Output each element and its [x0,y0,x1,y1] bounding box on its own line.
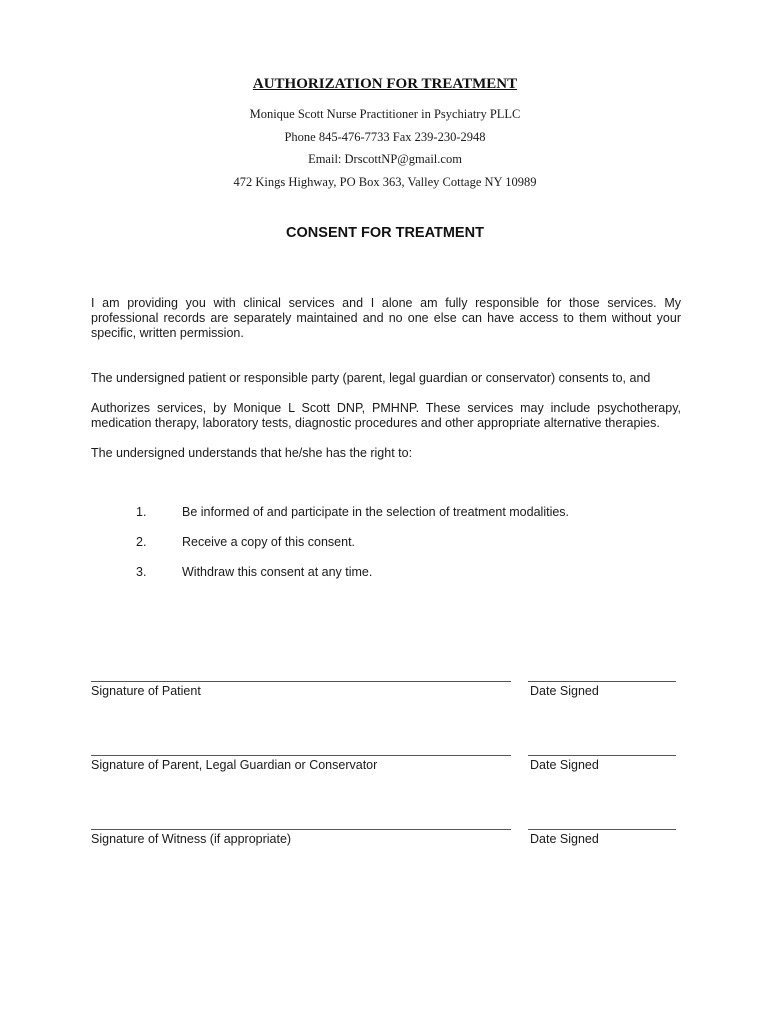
witness-signature-line[interactable] [91,829,511,830]
patient-signature-line[interactable] [91,681,511,682]
address-line: 472 Kings Highway, PO Box 363, Valley Cottage NY 10989 [233,174,537,189]
patient-signature-label: Signature of Patient [91,684,201,698]
list-number: 2. [136,535,147,549]
paragraph-undersigned-consents: The undersigned patient or responsible party (parent, legal guardian or conservator) consents to, and [91,371,651,385]
guardian-signature-line[interactable] [91,755,511,756]
list-number: 3. [136,565,147,579]
list-text: Withdraw this consent at any time. [182,565,373,579]
guardian-signature-label: Signature of Parent, Legal Guardian or Conservator [91,758,378,772]
phone-fax: Phone 845-476-7733 Fax 239-230-2948 [284,129,486,144]
list-text: Receive a copy of this consent. [182,535,356,549]
practice-name: Monique Scott Nurse Practitioner in Psychiatry PLLC [249,107,521,121]
email-line: Email: DrscottNP@gmail.com [308,152,462,166]
paragraph-services: I am providing you with clinical services and I alone am fully responsible for those services. My professional records are separately maintained and no one else can have access to them without your specific, written permission. [91,296,681,340]
patient-date-line[interactable] [528,681,676,682]
paragraph-rights-intro: The undersigned understands that he/she has the right to: [91,446,413,460]
list-number: 1. [136,505,147,519]
guardian-date-label: Date Signed [530,758,599,772]
document-title: AUTHORIZATION FOR TREATMENT [252,76,518,92]
section-title: CONSENT FOR TREATMENT [286,225,484,241]
list-text: Be informed of and participate in the selection of treatment modalities. [182,505,570,519]
patient-date-label: Date Signed [530,684,599,698]
witness-signature-label: Signature of Witness (if appropriate) [91,832,292,846]
document-header [0,74,770,193]
witness-date-label: Date Signed [530,832,599,846]
paragraph-authorizes: Authorizes services, by Monique L Scott DNP, PMHNP. These services may include psychotherapy, medication therapy, laboratory tests, diagnostic procedures and other appropriate alternative therapies. [91,401,681,430]
guardian-date-line[interactable] [528,755,676,756]
witness-date-line[interactable] [528,829,676,830]
